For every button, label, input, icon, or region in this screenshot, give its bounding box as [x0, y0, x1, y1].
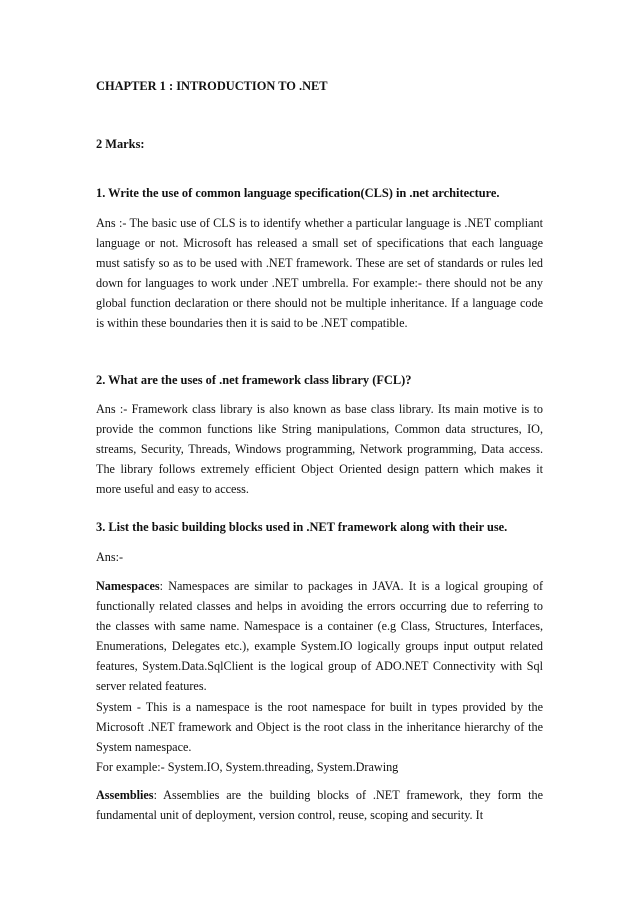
namespaces-term: Namespaces: [96, 579, 160, 593]
assemblies-text: : Assemblies are the building blocks of .NET framework, they form the fundamental unit of deployment, version control, reuse, scoping and security. It: [96, 788, 543, 822]
assemblies-term: Assemblies: [96, 788, 154, 802]
namespaces-text: : Namespaces are similar to packages in JAVA. It is a logical grouping of functionally related classes and helps in avoiding the errors occurring due to referring to the classes with same name. Namespace is a container (e.g Class, Structures, Interfaces, Enumerations, Delegates etc.), example System.IO logically groups input output related features, System.Data.SqlClient is the logical group of ADO.NET Connectivity with Sql server related features.: [96, 579, 543, 693]
chapter-title: CHAPTER 1 : INTRODUCTION TO .NET: [96, 79, 328, 93]
answer-1: Ans :- The basic use of CLS is to identify whether a particular language is .NET compliant language or not. Microsoft has released a small set of specifications that each language must satisfy so as to be used with .NET framework. These are set of standards or rules led down for languages to work under .NET umbrella. For example:- there should not be any global function declaration or there should not be multiple inheritance. If a language code is within these boundaries then it is said to be .NET compatible.: [96, 216, 543, 330]
system-paragraph: System - This is a namespace is the root namespace for built in types provided by the Microsoft .NET framework and Object is the root class in the inheritance hierarchy of the System namespace.: [96, 700, 543, 754]
example-paragraph: For example:- System.IO, System.threading, System.Drawing: [96, 760, 399, 774]
answer-3-label: Ans:-: [96, 550, 124, 564]
question-3: 3. List the basic building blocks used in .NET framework along with their use.: [96, 520, 508, 534]
question-2: 2. What are the uses of .net framework class library (FCL)?: [96, 373, 412, 387]
assemblies-paragraph: [96, 785, 543, 825]
namespaces-paragraph: [96, 576, 543, 696]
question-1: 1. Write the use of common language specification(CLS) in .net architecture.: [96, 186, 500, 200]
marks-heading: 2 Marks:: [96, 137, 145, 151]
answer-2: Ans :- Framework class library is also known as base class library. Its main motive is to provide the common functions like String manipulations, Common data structures, IO, streams, Security, Threads, Windows programming, Network programming, Data access. The library follows extremely efficient Object Oriented design pattern which makes it more useful and easy to access.: [96, 402, 543, 496]
